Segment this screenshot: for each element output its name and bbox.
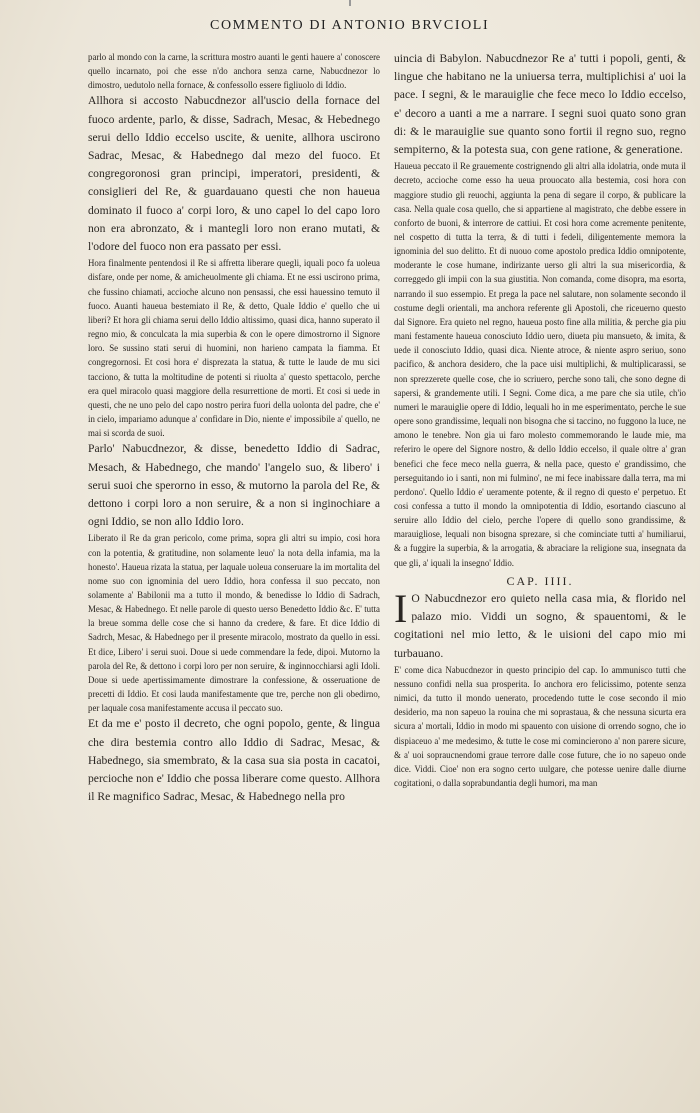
binding-mark <box>349 0 351 6</box>
scripture-verse: Et da me e' posto il decreto, che ogni popolo, gente, & lingua che dira bestemia contro allo Iddio di Sadrac, Mesac, & Habednego, sia smembrato, & la casa sua sia posta in cacatoi, percioche non e' Iddio che possa liberare come questo. Allhora il Re magnifico Sadrac, Mesac, & Habednego nella pro <box>88 717 380 804</box>
chapter-opening-verse <box>394 585 686 663</box>
right-column <box>394 50 686 790</box>
scripture-verse: uincia di Babylon. Nabucdnezor Re a' tutti i popoli, genti, & lingue che habitano ne la uniuersa terra, multiplichisi a' uoi la pace. I segni, & le marauiglie che fece meco lo Iddio eccelso, e' decoro a uanti a me a narrare. I segni suoi quato sono gran di: & le marauiglie sue quanto sono fortii il regno suo, regno sempiterno, & la potesta sua, con gene ratione, & generatione. <box>394 52 686 157</box>
commentary-paragraph: parlo al mondo con la carne, la scrittura mostro auanti le genti hauere a' conoscere quello incarnato, poi che esse n'do anchora senza carne, Nabucdnezor lo dimostro, uedutolo nella fornace, & confessollo essere figliuolo di Iddio. <box>88 52 380 91</box>
commentary-paragraph: E' come dica Nabucdnezor in questo principio del cap. Io ammunisco tutti che nessuno confidi nella sua prosperita. Io anchora ero felicissimo, potente senza nimici, da tutto il mondo uenerato, procedendo tutte le cose secondo il mio desiderio, ma non sapeuo la rouina che mi soprastaua, & che nessuna sicurta era sicura a' mortali, Iddio in modo mi spauento con uisione di orrendo sogno, che io dispiaceuo a' me medesimo, & tutte le cose mi comincierono a' non parere sicure, & a' uoi sopraucnendomi graue terrore dalle cose future, che io no sapeuo onde dice. Viddi. Cioe' non era sogno certo uulgare, che potesse uenire dalle diurne cogitationi, o dalla soprabundantia degli humori, ma man <box>394 664 686 788</box>
chapter-heading: CAP. IIII. <box>506 573 574 588</box>
scripture-verse: Parlo' Nabucdnezor, & disse, benedetto Iddio di Sadrac, Mesach, & Habednego, che mando' l'angelo suo, & libero' i serui suoi che sperorno in esso, & mutorno la parola del Re, & dettono i corpi loro a non seruire, & a non si inginochiare a ogni Iddio, se non allo Iddio loro. <box>88 442 380 529</box>
commentary-paragraph: Hora finalmente pentendosi il Re si affretta liberare quegli, iquali poco fa uoleua disfare, onde per nome, & amicheuolmente gli chiama. Et ne essi uscirono prima, che fussino chiamati, accioche alcuno non pensassi, che essi hauessino temuto il fuoco. Auanti haueua bestemiato il Re, & detto, Quale Iddio e' quello che ui liberi? Et hora gli chiama serui dello Iddio altissimo, quasi dica, hanno superato il regno mio, & conculcata la mia superbia & con le opere dimostrorno il Signore loro. Se sussino stati serui di huomini, non harieno campata la fiamma. Et congregornosi. Et cosi hora e' disprezata la statua, & tutte le laude de mu sici tacciono, & tutta la moltitudine de potenti si riuolta a' questo spettacolo, perche era quel miracolo quasi maggiore della resurrettione de morti. Et cosi si uede in questi, che ne uno pelo del capo nostro perira fuori della uolonta del padre, che e' in cielo, impariamo adunque a' confidare in Dio, niente e' impossibile a' quello, ne mai si scorda de suoi. <box>88 258 380 439</box>
running-title: COMMENTO DI ANTONIO BRVCIOLI <box>210 18 490 33</box>
drop-cap-initial: I <box>394 585 408 631</box>
commentary-paragraph: Haueua peccato il Re grauemente costrignendo gli altri alla idolatria, onde muta il decreto, accioche come esso ha ueua prouocato alla bestemia, cosi hora con maggiore studio gli reuochi, aggiunta la pena di segare il corpo, & publicare la casa. Nella quale cosa quello, che si appartiene al magistrato, che debbe essere in conforto de buoni, & interrore de cattiui. Et cosi hora come acremente penitente, nel cospetto di tutta la terra, & di tutti i fedeli, diligentemente memora la ignominia del suo delitto. Et di nuouo come apostolo predica Iddio omnipotente, moderante le cose humane, indirizante uerso gli altri la sua misericordia, & correggedo gli impii con la sua giustitia. Non comanda, come disopra, ma esorta, narrando il suo essempio. Et prega la pace nel salutare, non solamente secondo il costume degli orientali, ma anchora referente gli Apostoli, che riceuerno questo dal Signore. Era quieto nel regno, haueua posto fine alla militia, & perche gia piu mani festamente haueua conosciuto Iddio uero, diueta piu mansueto, & imita, & uede il conosciuto Iddio, quasi dica. Niente atroce, & niente aspro seriuo, sono pacifico, & anchora desidero, che la pace uisi multiplichi, & multiplicarassi, se non sprezzerete quelle cose, che io scriuero, perche sono tali, che sono degne di sapersi, & grandemente utili. I Segni. Come dica, a me pare che sia utile, ch'io numeri le marauiglie opere di Iddio, lequali ho in me esperimentato, perche le sue opere sono grandissime, lequali non bisogna che si taccino, no fuggono la luce, ne amono le tenebre. Non gia ui faro molesto commemorando le laude mie, ma referiro le opere del Signore nostro, & dello Iddio eccelso, il quale oltre a' gran benefici che fece meco nella guerra, & nella pace, questo e' grandissimo, che perseguitando io i santi, non mi fulmino', ne mi fece inabissare dalla terra, ma mi perdono'. Quello Iddio e' ueramente potente, & il regno di questo e' perpetuo. Et cosi confessa a tutto il mondo la omnipotentia di Iddio, esortando ciascuno al seruire allo Iddio del cielo, perche l'opere di quello sono grandissime, & marauigliose, lequali non bisogna sprezare, si che cominciate tutti a' humiliarui, & a fuggire la superbia, & la arrogatia, & abraciare la religione sua, insegnata da que gli, a' iquali la insegno' Iddio. <box>394 161 686 568</box>
left-column <box>88 50 380 806</box>
verse-text: O Nabucdnezor ero quieto nella casa mia, & florido nel palazo mio. Viddi un sogno, & spauentomi, & le cogitationi nel mio letto, & le uisioni del capo mio mi turbauano. <box>394 591 686 660</box>
commentary-paragraph: Liberato il Re da gran pericolo, come prima, sopra gli altri su impio, cosi hora con la potentia, & gratitudine, non solamente leuo' la nota della infamia, ma la honesto'. Haueua rizata la statua, per laquale uoleua conseruare la im mortalita del nome suo con ignominia del uero Iddio, hora confessa il suo peccato, non solamente a' Babilonii ma a tutto il mondo, & benedisse lo Iddio di Sadrach, Mesac, & Habednego. Et nelle parole di questo uerso Benedetto Iddio &c. E' tutta la breue somma delle cose che si hanno da credere, & fare. Et dice Iddio di Sadrch, Mesac, & Habednego per il presente miracolo, mostrato da quello in essi. Et dice, Libero' i serui suoi. Doue si uede commendare la fede, dipoi. Mutorno la parola del Re, & dettono i corpi loro per non seruire, & inginnocchiarsi agli Idoli. Doue si uede apertissimamente dimostrare la confessione, & osseruatione de precetti di Iddio. Et cosi lauda manifestamente que tre, perche non gli obedirno, per laquale cosa manifestamente accusa il peccato suo. <box>88 533 380 714</box>
scripture-verse: Allhora si accosto Nabucdnezor all'uscio della fornace del fuoco ardente, parlo, & disse, Sadrach, Mesac, & Hebednego serui dello Iddio eccelso uscite, & uenite, allhora uscirono Sadrac, Mesac, & Habednego dal mezo del fuoco. Et congregoronosi gran principi, imperatori, presidenti, & consiglieri del Re, & guardauano questi che non haueua dominato il fuoco a' corpi loro, & uno capel lo del capo loro non era abronzato, & i mantegli loro non erano mutati, & l'odore del fuoco non era passato per essi. <box>88 94 380 254</box>
